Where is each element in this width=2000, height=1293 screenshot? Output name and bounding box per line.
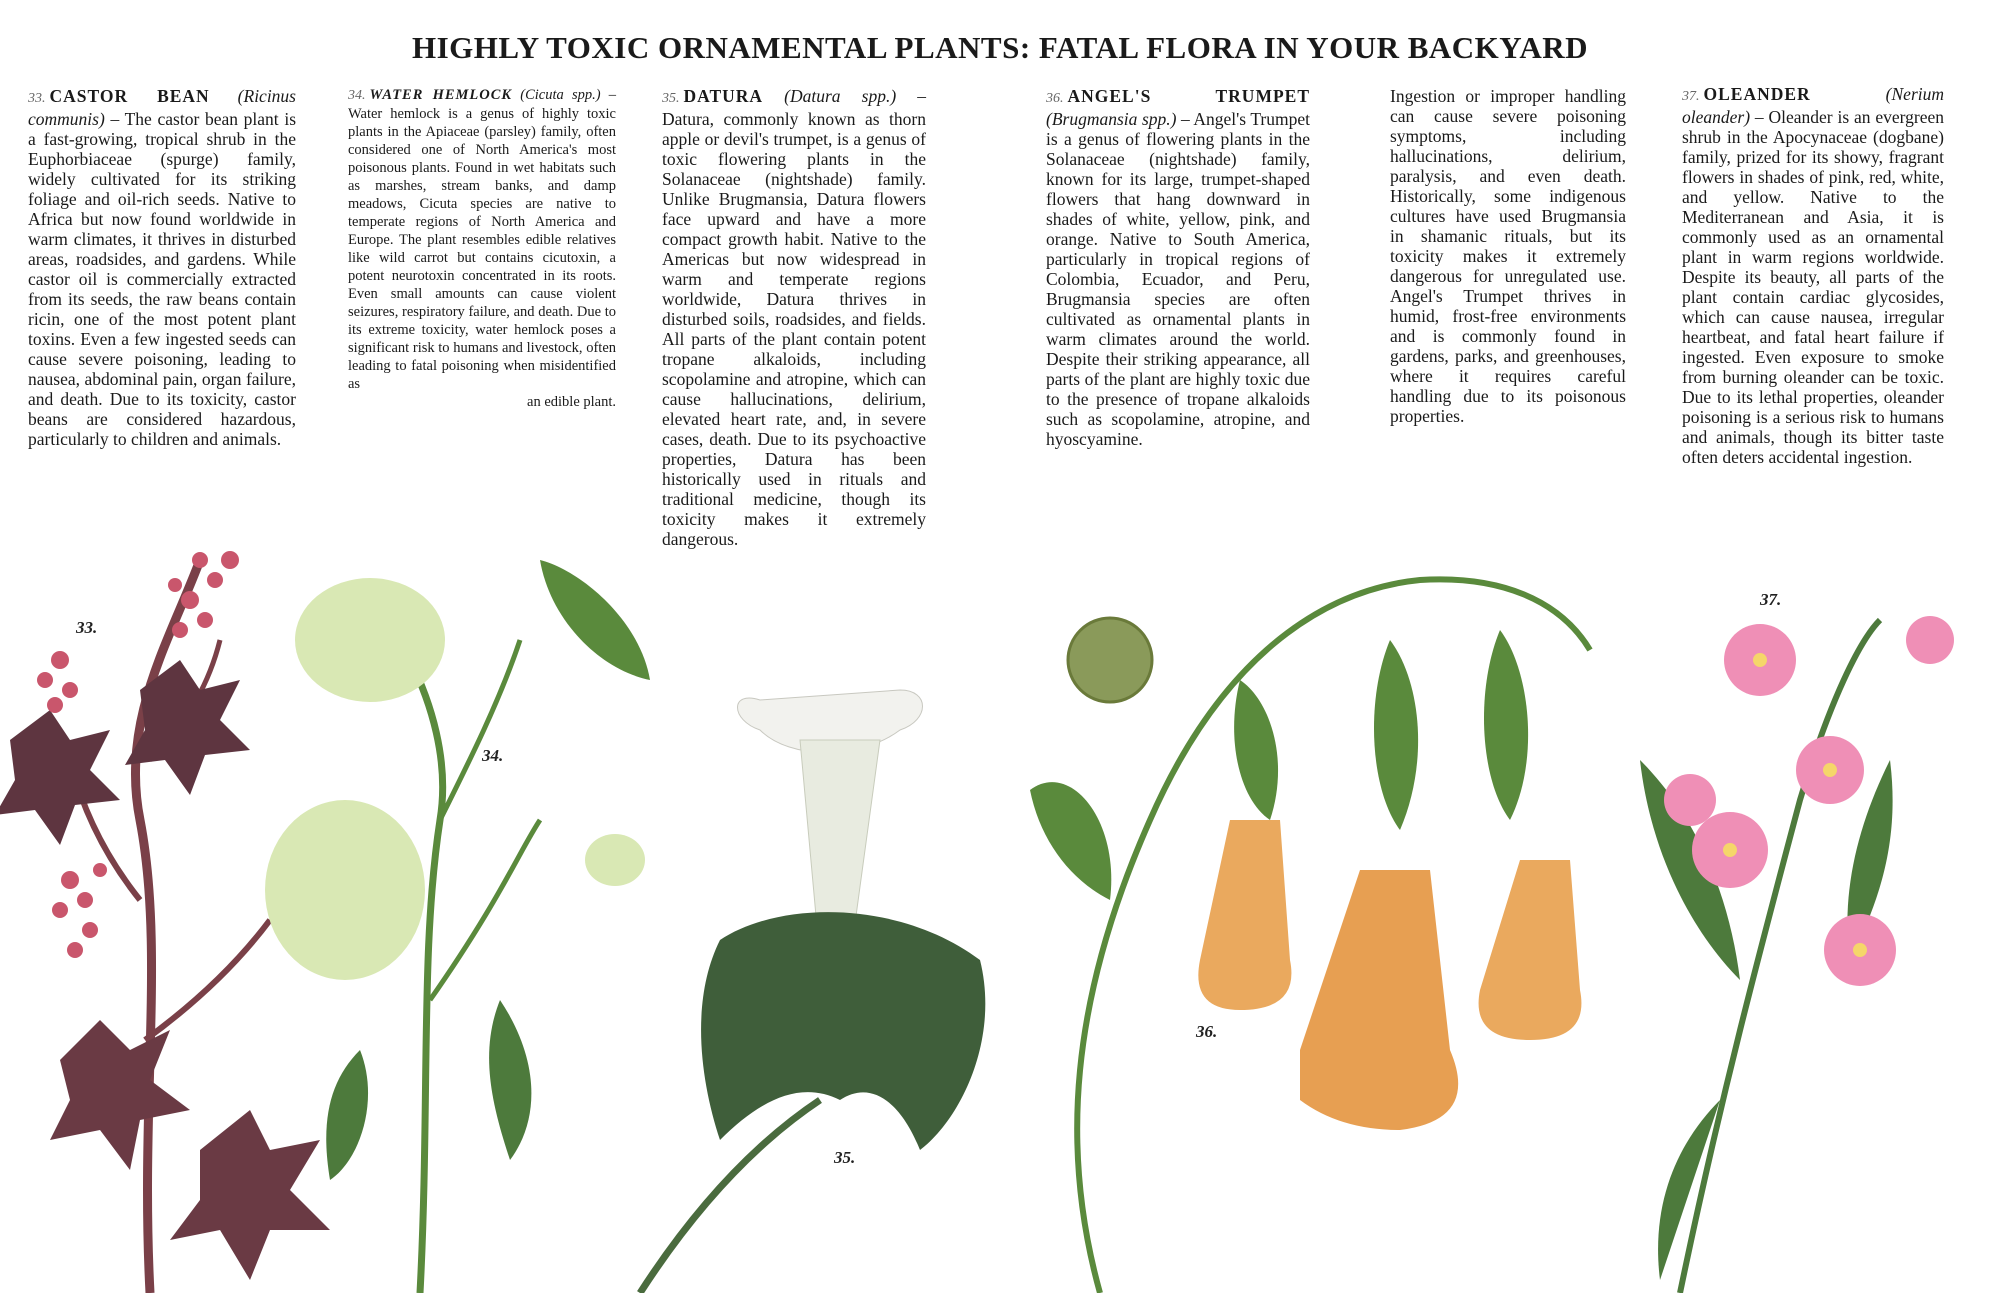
figure-label: 37. [1760,590,1782,609]
datura-illustration [640,690,985,1293]
entry-angels-trumpet [1046,86,1310,449]
entry-scientific-name: (Ricinus communis) [28,86,296,129]
figure-label: 33. [76,618,98,637]
figure-label: 35. [834,1148,856,1167]
entry-number: 34. [348,88,366,103]
oleander-illustration [1640,616,1954,1293]
entry-text: – Oleander is an evergreen shrub in the Apocynaceae (dogbane) family, prized for its showy, fragrant flowers in shades of pink, red, white, and yellow. Native to the Mediterranean and Asia, it is commonly used as an ornamental plant in warm regions worldwide. Despite its beauty, all parts of the plant contain cardiac glycosides, which can cause nausea, irregular heartbeat, and fatal heart failure if ingested. Even exposure to smoke from burning oleander can be toxic. Due to its lethal properties, oleander poisoning is a serious risk to humans and animals, though its bitter taste often deters accidental ingestion. [1682,107,1944,467]
entry-oleander [1682,84,1944,467]
entry-scientific-name: (Cicuta spp.) [520,87,601,103]
entry-angels-trumpet-continued [1390,86,1626,426]
entry-number: 33. [28,91,46,106]
entry-scientific-name: (Nerium oleander) [1682,84,1944,127]
entry-castor-bean [28,86,296,449]
entry-text-tail: an edible plant. [527,394,616,410]
figure-label: 34. [482,746,504,765]
entry-name: ANGEL'S TRUMPET [1067,86,1310,106]
entry-name: WATER HEMLOCK [369,87,513,103]
entry-name: OLEANDER [1703,84,1811,104]
entry-scientific-name: (Datura spp.) [784,86,897,106]
entry-text: – Angel's Trumpet is a genus of flowering plants in the Solanaceae (nightshade) family, known for its large, trumpet-shaped flowers that hang downward in shades of white, yellow, pink, and orange. Native to South America, particularly in tropical regions of Colombia, Ecuador, and Peru, Brugmansia species are often cultivated as ornamental plants in warm climates around the world. Despite their striking appearance, all parts of the plant are highly toxic due to the presence of tropane alkaloids such as scopolamine, atropine, and hyoscyamine. [1046,109,1310,449]
entry-number: 35. [662,91,680,106]
entry-text: – The castor bean plant is a fast-growing, tropical shrub in the Euphorbiaceae (spurge) family, widely cultivated for its striking foliage and oil-rich seeds. Native to Africa but now found worldwide in warm climates, it thrives in disturbed areas, roadsides, and gardens. While castor oil is commercially extracted from its seeds, the raw beans contain ricin, one of the most potent plant toxins. Even a few ingested seeds can cause severe poisoning, leading to nausea, abdominal pain, organ failure, and death. Due to its toxicity, castor beans are considered hazardous, particularly to children and animals. [28,109,297,449]
entry-text: – Datura, commonly known as thorn apple or devil's trumpet, is a genus of toxic flowering plants in the Solanaceae (nightshade) family. Unlike Brugmansia, Datura flowers face upward and have a more compact growth habit. Native to the Americas but now widespread in warm and temperate regions worldwide, Datura thrives in disturbed soils, roadsides, and fields. All parts of the plant contain potent tropane alkaloids, including scopolamine and atropine, which can cause hallucinations, delirium, elevated heart rate, and, in severe cases, death. Due to its psychoactive properties, Datura has been historically used in rituals and traditional medicine, though its toxicity makes it extremely dangerous. [662,86,927,549]
entry-text: – Water hemlock is a genus of highly toxic plants in the Apiaceae (parsley) family, often considered one of North America's most poisonous plants. Found in wet habitats such as marshes, stream banks, and damp meadows, Cicuta species are native to temperate regions of North America and Europe. The plant resembles edible relatives like wild carrot but contains cicutoxin, a potent neurotoxin concentrated in its roots. Even small amounts can cause violent seizures, respiratory failure, and death. Due to its extreme toxicity, water hemlock poses a significant risk to humans and livestock, often leading to fatal poisoning when misidentified as [348,87,616,392]
entry-scientific-name: (Brugmansia spp.) [1046,109,1177,129]
entry-number: 37. [1682,89,1700,104]
water-hemlock-illustration [265,560,650,1293]
entry-datura [662,86,926,549]
entry-number: 36. [1046,91,1064,106]
angels-trumpet-illustration [1030,579,1590,1293]
figure-label: 36. [1196,1022,1218,1041]
entry-name: DATURA [683,86,764,106]
entry-text-continued: Ingestion or improper handling can cause severe poisoning symptoms, including hallucinations, delirium, paralysis, and even death. Historically, some indigenous cultures have used Brugmansia in shamanic rituals, but its toxicity makes it extremely dangerous for unregulated use. Angel's Trumpet thrives in humid, frost-free environments and is commonly found in gardens, parks, and greenhouses, where it requires careful handling due to its poisonous properties. [1390,86,1626,426]
entry-name: CASTOR BEAN [49,86,210,106]
entry-water-hemlock [348,86,616,411]
page-title: HIGHLY TOXIC ORNAMENTAL PLANTS: FATAL FLORA IN YOUR BACKYARD [411,30,1589,65]
